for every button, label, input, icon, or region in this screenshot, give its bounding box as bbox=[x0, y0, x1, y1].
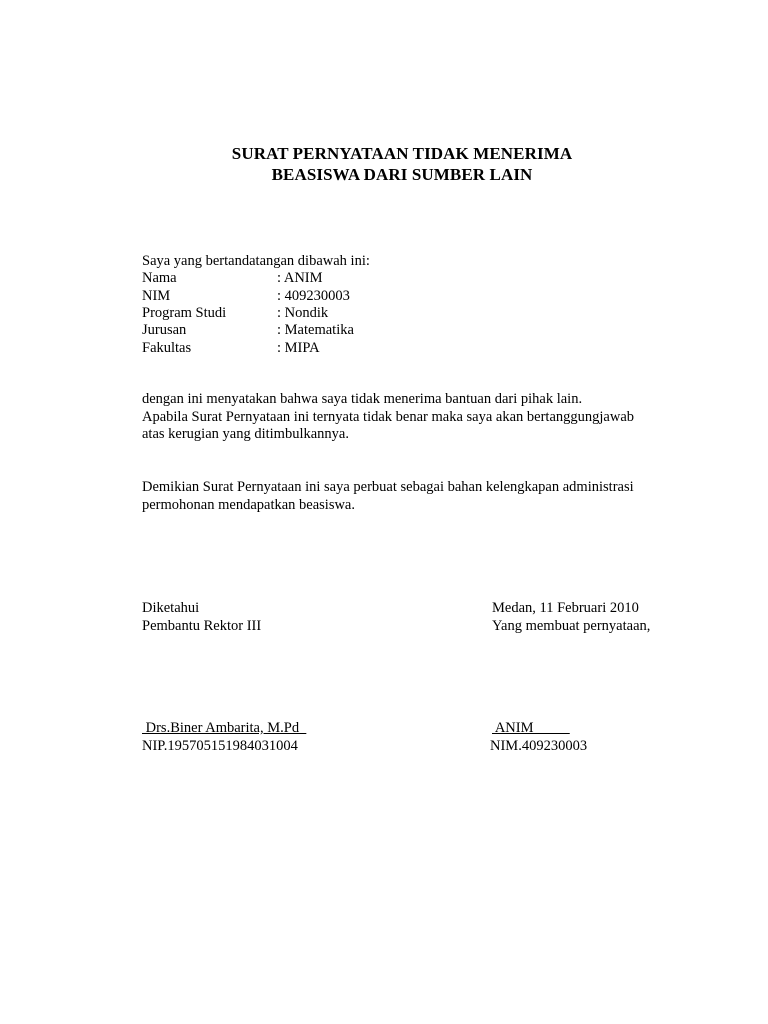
statement-line-2: Apabila Surat Pernyataan ini ternyata tidak benar maka saya akan bertanggungjawab bbox=[142, 409, 635, 425]
field-label-fakultas: Fakultas bbox=[142, 340, 192, 356]
place-date: Medan, 11 Februari 2010 bbox=[492, 600, 639, 616]
field-label-program-studi: Program Studi bbox=[142, 305, 227, 321]
field-label-nim: NIM bbox=[142, 288, 171, 304]
intro-text: Saya yang bertandatangan dibawah ini: bbox=[142, 253, 370, 269]
closing-line-1: Demikian Surat Pernyataan ini saya perbuat sebagai bahan kelengkapan administrasi bbox=[142, 479, 634, 495]
acknowledged-label: Diketahui bbox=[142, 600, 200, 616]
field-value-fakultas: : MIPA bbox=[277, 340, 320, 356]
field-label-nama: Nama bbox=[142, 270, 177, 286]
field-value-nama: : ANIM bbox=[277, 270, 323, 286]
document-title-line-2: BEASISWA DARI SUMBER LAIN bbox=[271, 165, 533, 184]
declarant-label: Yang membuat pernyataan, bbox=[492, 618, 651, 634]
field-value-nim: : 409230003 bbox=[277, 288, 350, 304]
declarant-name: ANIM bbox=[492, 720, 570, 736]
field-label-jurusan: Jurusan bbox=[142, 322, 187, 338]
statement-line-1: dengan ini menyatakan bahwa saya tidak menerima bantuan dari pihak lain. bbox=[142, 391, 583, 407]
declarant-nim: NIM.409230003 bbox=[490, 738, 588, 754]
acknowledger-name: Drs.Biner Ambarita, M.Pd bbox=[142, 720, 307, 736]
acknowledger-position: Pembantu Rektor III bbox=[142, 618, 262, 634]
acknowledger-nip: NIP.195705151984031004 bbox=[142, 738, 298, 754]
statement-line-3: atas kerugian yang ditimbulkannya. bbox=[142, 426, 349, 442]
field-value-program-studi: : Nondik bbox=[277, 305, 329, 321]
field-value-jurusan: : Matematika bbox=[277, 322, 354, 338]
closing-line-2: permohonan mendapatkan beasiswa. bbox=[142, 497, 355, 513]
document-title-line-1: SURAT PERNYATAAN TIDAK MENERIMA bbox=[231, 144, 573, 163]
